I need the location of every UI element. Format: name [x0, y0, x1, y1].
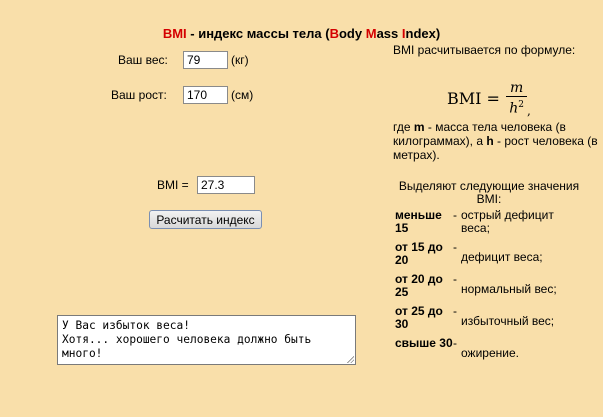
bmi-output[interactable] — [197, 176, 255, 194]
ranges-caption: Выделяют следующие значения BMI: — [398, 179, 580, 206]
title-text: - индекс массы тела ( — [186, 26, 330, 41]
result-textarea[interactable] — [57, 315, 356, 365]
height-input[interactable] — [183, 86, 228, 104]
where-h: h — [486, 134, 494, 148]
title-text-ass: ass — [376, 26, 402, 41]
weight-input[interactable] — [183, 51, 228, 69]
where-text-1: где — [393, 120, 414, 134]
range-cell: от 15 до 20 — [395, 240, 443, 267]
range-cell: от 25 до 30 — [395, 304, 443, 331]
dash-cell: - — [453, 304, 457, 318]
where-text-3: - рост человека (в метрах). — [393, 134, 598, 162]
where-text-2: - масса тела человека (в килограммах), а — [393, 120, 566, 148]
formula-fraction — [506, 80, 527, 117]
page-title — [0, 26, 603, 41]
title-abbr: BMI — [162, 26, 187, 41]
bmi-formula — [447, 80, 527, 117]
formula-numerator: m — [506, 80, 527, 97]
weight-unit: (кг) — [231, 53, 249, 67]
description-cell: ожирение. — [461, 345, 519, 360]
title-text-ndex: ndex) — [405, 26, 441, 41]
formula-h: h — [509, 100, 519, 117]
bmi-label: BMI = — [157, 178, 189, 192]
formula-intro: BMI расчитывается по формуле: — [393, 43, 576, 57]
dash-cell: - — [453, 208, 457, 222]
formula-explanation — [393, 120, 598, 162]
description-cell: острый дефицит веса; — [461, 208, 554, 235]
table-row — [393, 241, 571, 273]
height-unit: (см) — [231, 88, 254, 102]
range-cell: от 20 до 25 — [395, 272, 443, 299]
bmi-ranges-table — [393, 209, 571, 369]
description-cell: дефицит веса; — [461, 249, 543, 264]
table-row — [393, 209, 571, 241]
title-letter-m: M — [365, 26, 377, 41]
formula-exponent: 2 — [518, 100, 524, 110]
dash-cell: - — [453, 336, 457, 350]
dash-cell: - — [453, 272, 457, 286]
description-cell: нормальный вес; — [461, 281, 557, 296]
range-cell: меньше 15 — [395, 208, 442, 235]
description-cell: избыточный вес; — [461, 313, 555, 328]
resize-grip-icon[interactable] — [346, 355, 354, 363]
weight-label: Ваш вес: — [118, 53, 168, 67]
formula-denominator — [509, 97, 524, 117]
height-label: Ваш рост: — [111, 88, 167, 102]
table-row — [393, 337, 571, 369]
title-letter-b: B — [329, 26, 339, 41]
range-cell: свыше 30 — [395, 336, 453, 350]
title-letter-i: I — [401, 26, 406, 41]
title-text-ody: ody — [338, 26, 366, 41]
result-text: У Вас избыток веса! Хотя... хорошего человека должно быть много! — [62, 319, 312, 360]
table-row — [393, 273, 571, 305]
where-m: m — [413, 120, 425, 134]
formula-comma: , — [527, 104, 531, 118]
table-row — [393, 305, 571, 337]
calculate-button[interactable]: Расчитать индекс — [149, 210, 262, 229]
dash-cell: - — [453, 240, 457, 254]
formula-lhs: BMI = — [447, 88, 500, 108]
